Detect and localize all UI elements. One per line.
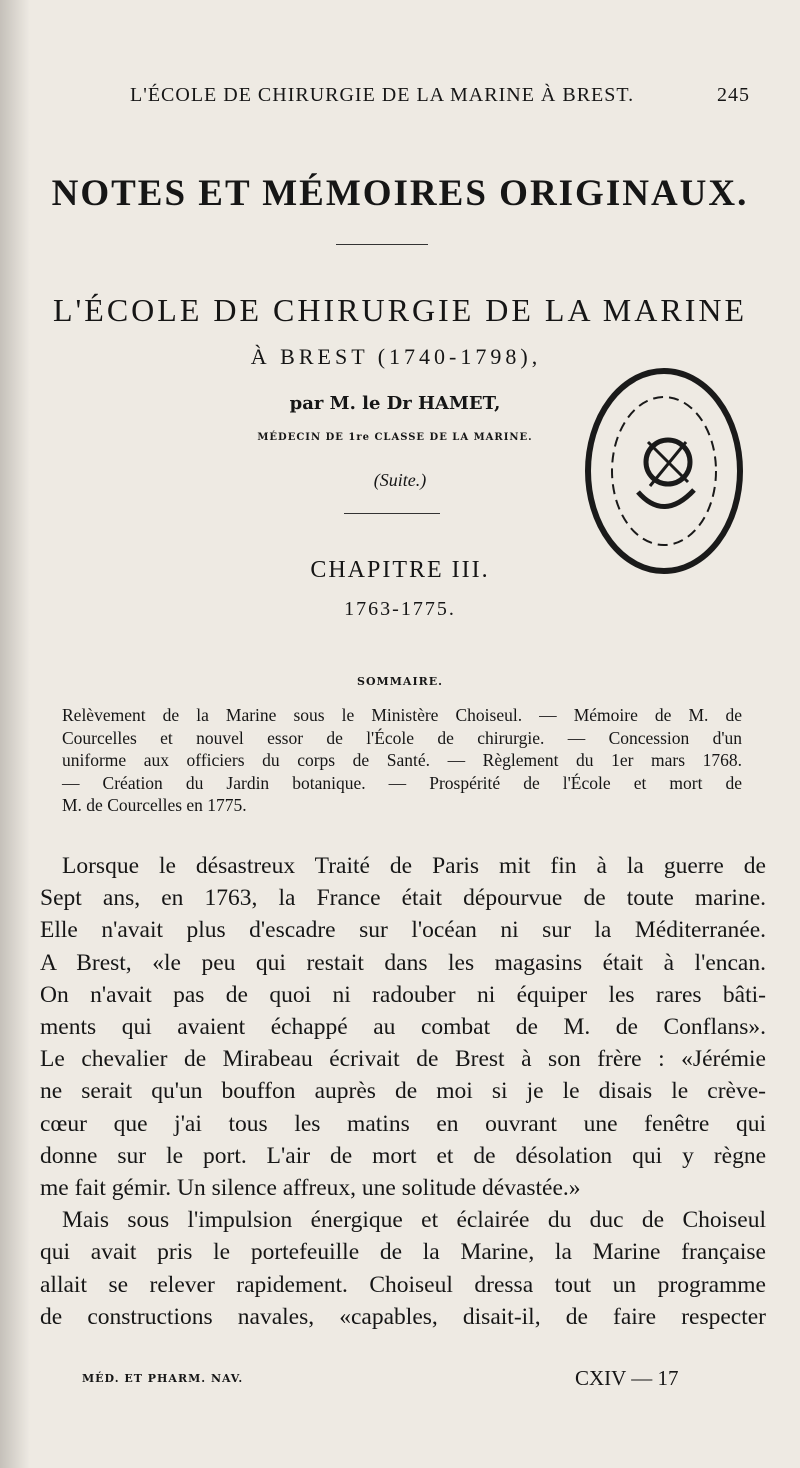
- section-title: NOTES ET MÉMOIRES ORIGINAUX.: [51, 173, 749, 214]
- body-line: donne sur le port. L'air de mort et de désolation qui y règne: [40, 1142, 766, 1169]
- article-subtitle: À BREST (1740-1798),: [250, 344, 542, 369]
- page-edge-shadow: [0, 0, 30, 1468]
- summary-line: M. de Courcelles en 1775.: [62, 795, 247, 815]
- author-line: par M. le Dr HAMET,: [289, 393, 501, 414]
- chapter-title: CHAPITRE III.: [310, 557, 490, 583]
- article-title: L'ÉCOLE DE CHIRURGIE DE LA MARINE: [52, 292, 748, 328]
- summary-line: uniforme aux officiers du corps de Santé. — Règlement du 1er mars 1768.: [62, 750, 742, 770]
- body-line: On n'avait pas de quoi ni radouber ni équiper les rares bâti-: [40, 981, 766, 1008]
- divider-short: [336, 244, 428, 245]
- summary-line: Courcelles et nouvel essor de l'École de chirurgie. — Concession d'un: [62, 727, 742, 748]
- body-line: ne serait qu'un bouffon auprès de moi si je le disais le crève-: [40, 1078, 766, 1105]
- body-line: ments qui avaient échappé au combat de M. de Conflans».: [40, 1014, 766, 1041]
- body-text: [40, 850, 766, 1333]
- summary-line: Relèvement de la Marine sous le Ministère Choiseul. — Mémoire de M. de: [62, 705, 742, 725]
- body-line: me fait gémir. Un silence affreux, une solitude dévastée.»: [40, 1175, 581, 1202]
- library-stamp: [578, 362, 750, 580]
- continued-label: (Suite.): [373, 470, 427, 490]
- summary-heading: SOMMAIRE.: [357, 675, 443, 688]
- author-role: MÉDECIN DE 1re CLASSE DE LA MARINE.: [257, 432, 533, 443]
- running-head-title: L'ÉCOLE DE CHIRURGIE DE LA MARINE À BREST.: [130, 84, 635, 106]
- summary-block: [62, 704, 742, 817]
- body-line: Sept ans, en 1763, la France était dépourvue de toute marine.: [40, 885, 766, 912]
- body-line: allait se relever rapidement. Choiseul dressa tout un programme: [40, 1271, 766, 1298]
- body-line: Elle n'avait plus d'escadre sur l'océan ni sur la Méditerranée.: [40, 917, 766, 944]
- divider-title: [344, 513, 440, 514]
- chapter-years: 1763-1775.: [344, 598, 456, 620]
- summary-line: — Création du Jardin botanique. — Prospérité de l'École et mort de: [62, 772, 742, 793]
- body-line: Lorsque le désastreux Traité de Paris mit fin à la guerre de: [62, 853, 766, 879]
- footer-signature: CXIV — 17: [575, 1366, 679, 1390]
- body-line: qui avait pris le portefeuille de la Marine, la Marine française: [40, 1239, 766, 1266]
- page-number: 245: [717, 84, 750, 106]
- body-line: Mais sous l'impulsion énergique et éclairée du duc de Choiseul: [62, 1207, 766, 1234]
- body-line: cœur que j'ai tous les matins en ouvrant une fenêtre qui: [40, 1110, 766, 1137]
- footer-journal: MÉD. ET PHARM. NAV.: [82, 1372, 244, 1385]
- body-line: Le chevalier de Mirabeau écrivait de Brest à son frère : «Jérémie: [40, 1046, 766, 1073]
- body-line: de constructions navales, «capables, disait-il, de faire respecter: [40, 1303, 766, 1330]
- body-line: A Brest, «le peu qui restait dans les magasins était à l'encan.: [40, 949, 766, 976]
